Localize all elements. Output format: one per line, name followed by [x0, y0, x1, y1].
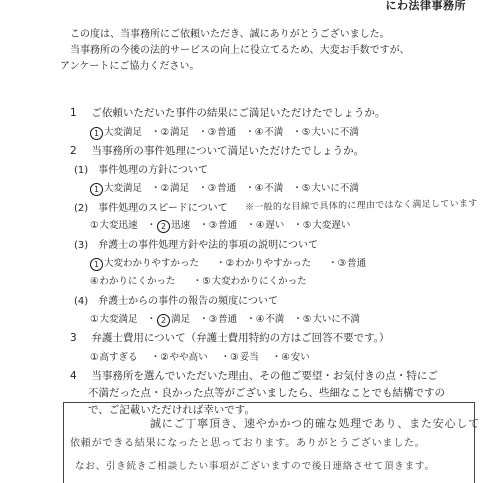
selected-circle-mark: 1 [90, 183, 103, 196]
question-text: 当事務所の事件処理について満足いただけたでしょうか。 [91, 145, 365, 157]
option-5[interactable]: ・⑤大いに不満 [293, 314, 360, 325]
intro-line-3: アンケートにご協力ください。 [60, 61, 200, 72]
question-3 [70, 330, 390, 345]
comment-line-1: 誠にご丁寧頂き、速やかかつ的確な処理であり、また安心して [150, 417, 480, 430]
q2-sub4-label: (4) 弁護士からの事件の報告の頻度について [74, 296, 278, 307]
q2-sub3-options-row2 [90, 273, 313, 287]
option-1[interactable]: ①大変満足 [90, 314, 138, 325]
option-4[interactable]: ・④不満 [245, 127, 284, 138]
option-2[interactable]: ・②満足 [151, 183, 190, 194]
option-3[interactable]: ・③妥当 [220, 352, 259, 363]
option-4[interactable]: ・④安い [271, 352, 310, 363]
question-2 [70, 143, 364, 158]
comment-line-2: 依頼ができる結果になったと思っております。ありがとうございました。 [70, 438, 426, 449]
question-number: 1 [70, 107, 77, 119]
question-number: 3 [70, 332, 77, 344]
option-2[interactable]: ・②満足 [151, 127, 190, 138]
option-4[interactable]: ・④不満 [246, 314, 285, 325]
question-4-line-3: で、ご記載いただければ幸いです。 [88, 404, 255, 416]
firm-name: にわ法律事務所 [385, 0, 466, 12]
intro-line-1: この度は、当事務所にご依頼いただき、誠にありがとうございました。 [70, 29, 390, 40]
option-1[interactable]: 1 大変満足 [90, 183, 142, 194]
selected-circle-mark: 1 [90, 127, 103, 140]
question-4-line-2: 不満だった点・良かった点等がございましたら、些細なことでも結構ですの [88, 387, 445, 399]
option-2[interactable]: ・ 2 満足 [146, 314, 191, 325]
option-4[interactable]: ④わかりにくかった [90, 276, 176, 287]
option-4[interactable]: ・④不満 [245, 183, 284, 194]
q2-sub1-label: (1) 事件処理の方針について [74, 165, 208, 176]
question-1 [70, 105, 385, 120]
option-3[interactable]: ・③普通 [328, 258, 367, 269]
option-3[interactable]: ・③普通 [198, 127, 237, 138]
intro-text [60, 27, 460, 75]
option-3[interactable]: ・③普通 [199, 314, 238, 325]
q2-sub2-label: (2) 事件処理のスピードについて [74, 203, 228, 214]
question-4 [70, 368, 438, 383]
q2-sub4-options [90, 311, 366, 327]
option-5[interactable]: ・⑤大いに不満 [292, 183, 359, 194]
option-3[interactable]: ・③普通 [198, 183, 237, 194]
option-4[interactable]: ・④遅い [246, 220, 285, 231]
question-text: ご依頼いただいた事件の結果にご満足いただけたでしょうか。 [91, 107, 386, 119]
comment-line-3: なお、引き続きご相談したい事項がございますので後日連絡させて頂きます。 [75, 461, 435, 472]
q2-sub3-options-row1 [90, 255, 372, 271]
option-1[interactable]: 1 大変満足 [90, 127, 142, 138]
option-1[interactable]: ①大変迅速 [90, 220, 138, 231]
question-text: 弁護士費用について（弁護士費用特約の方はご回答不要です。） [91, 332, 390, 344]
option-2[interactable]: ・ 2 迅速 [146, 220, 191, 231]
question-number: 4 [70, 370, 77, 382]
option-5[interactable]: ・⑤大変遅い [293, 220, 351, 231]
option-3[interactable]: ・③普通 [199, 220, 238, 231]
q1-options [90, 124, 365, 140]
option-5[interactable]: ・⑤大いに不満 [292, 127, 359, 138]
q2-sub1-options [90, 180, 365, 196]
option-5[interactable]: ・⑤大変わかりにくかった [192, 276, 307, 287]
option-1[interactable]: ①高すぎる [90, 352, 138, 363]
option-1[interactable]: 1 大変わかりやすかった [90, 258, 199, 269]
q3-options [90, 349, 316, 363]
q2-sub2-options [90, 217, 356, 233]
option-2[interactable]: ・②やや高い [150, 352, 208, 363]
selected-circle-mark: 1 [90, 258, 103, 271]
selected-circle-mark: 2 [157, 314, 170, 327]
question-number: 2 [70, 145, 77, 157]
option-2[interactable]: ・②わかりやすかった [216, 258, 312, 269]
selected-circle-mark: 2 [157, 220, 170, 233]
intro-line-2: 当事務所の今後の法的サービスの向上に役立てるため、大変お手数ですが、 [70, 45, 410, 56]
handwritten-note: ※一般的な目線で具体的に理由ではなく満足しています [244, 198, 478, 214]
q2-sub3-label: (3) 弁護士の事件処理方針や法的事項の説明について [74, 240, 318, 251]
question-text-line-1: 当事務所を選んでいただいた理由、その他ご要望・お気付きの点・特にご [91, 370, 438, 382]
